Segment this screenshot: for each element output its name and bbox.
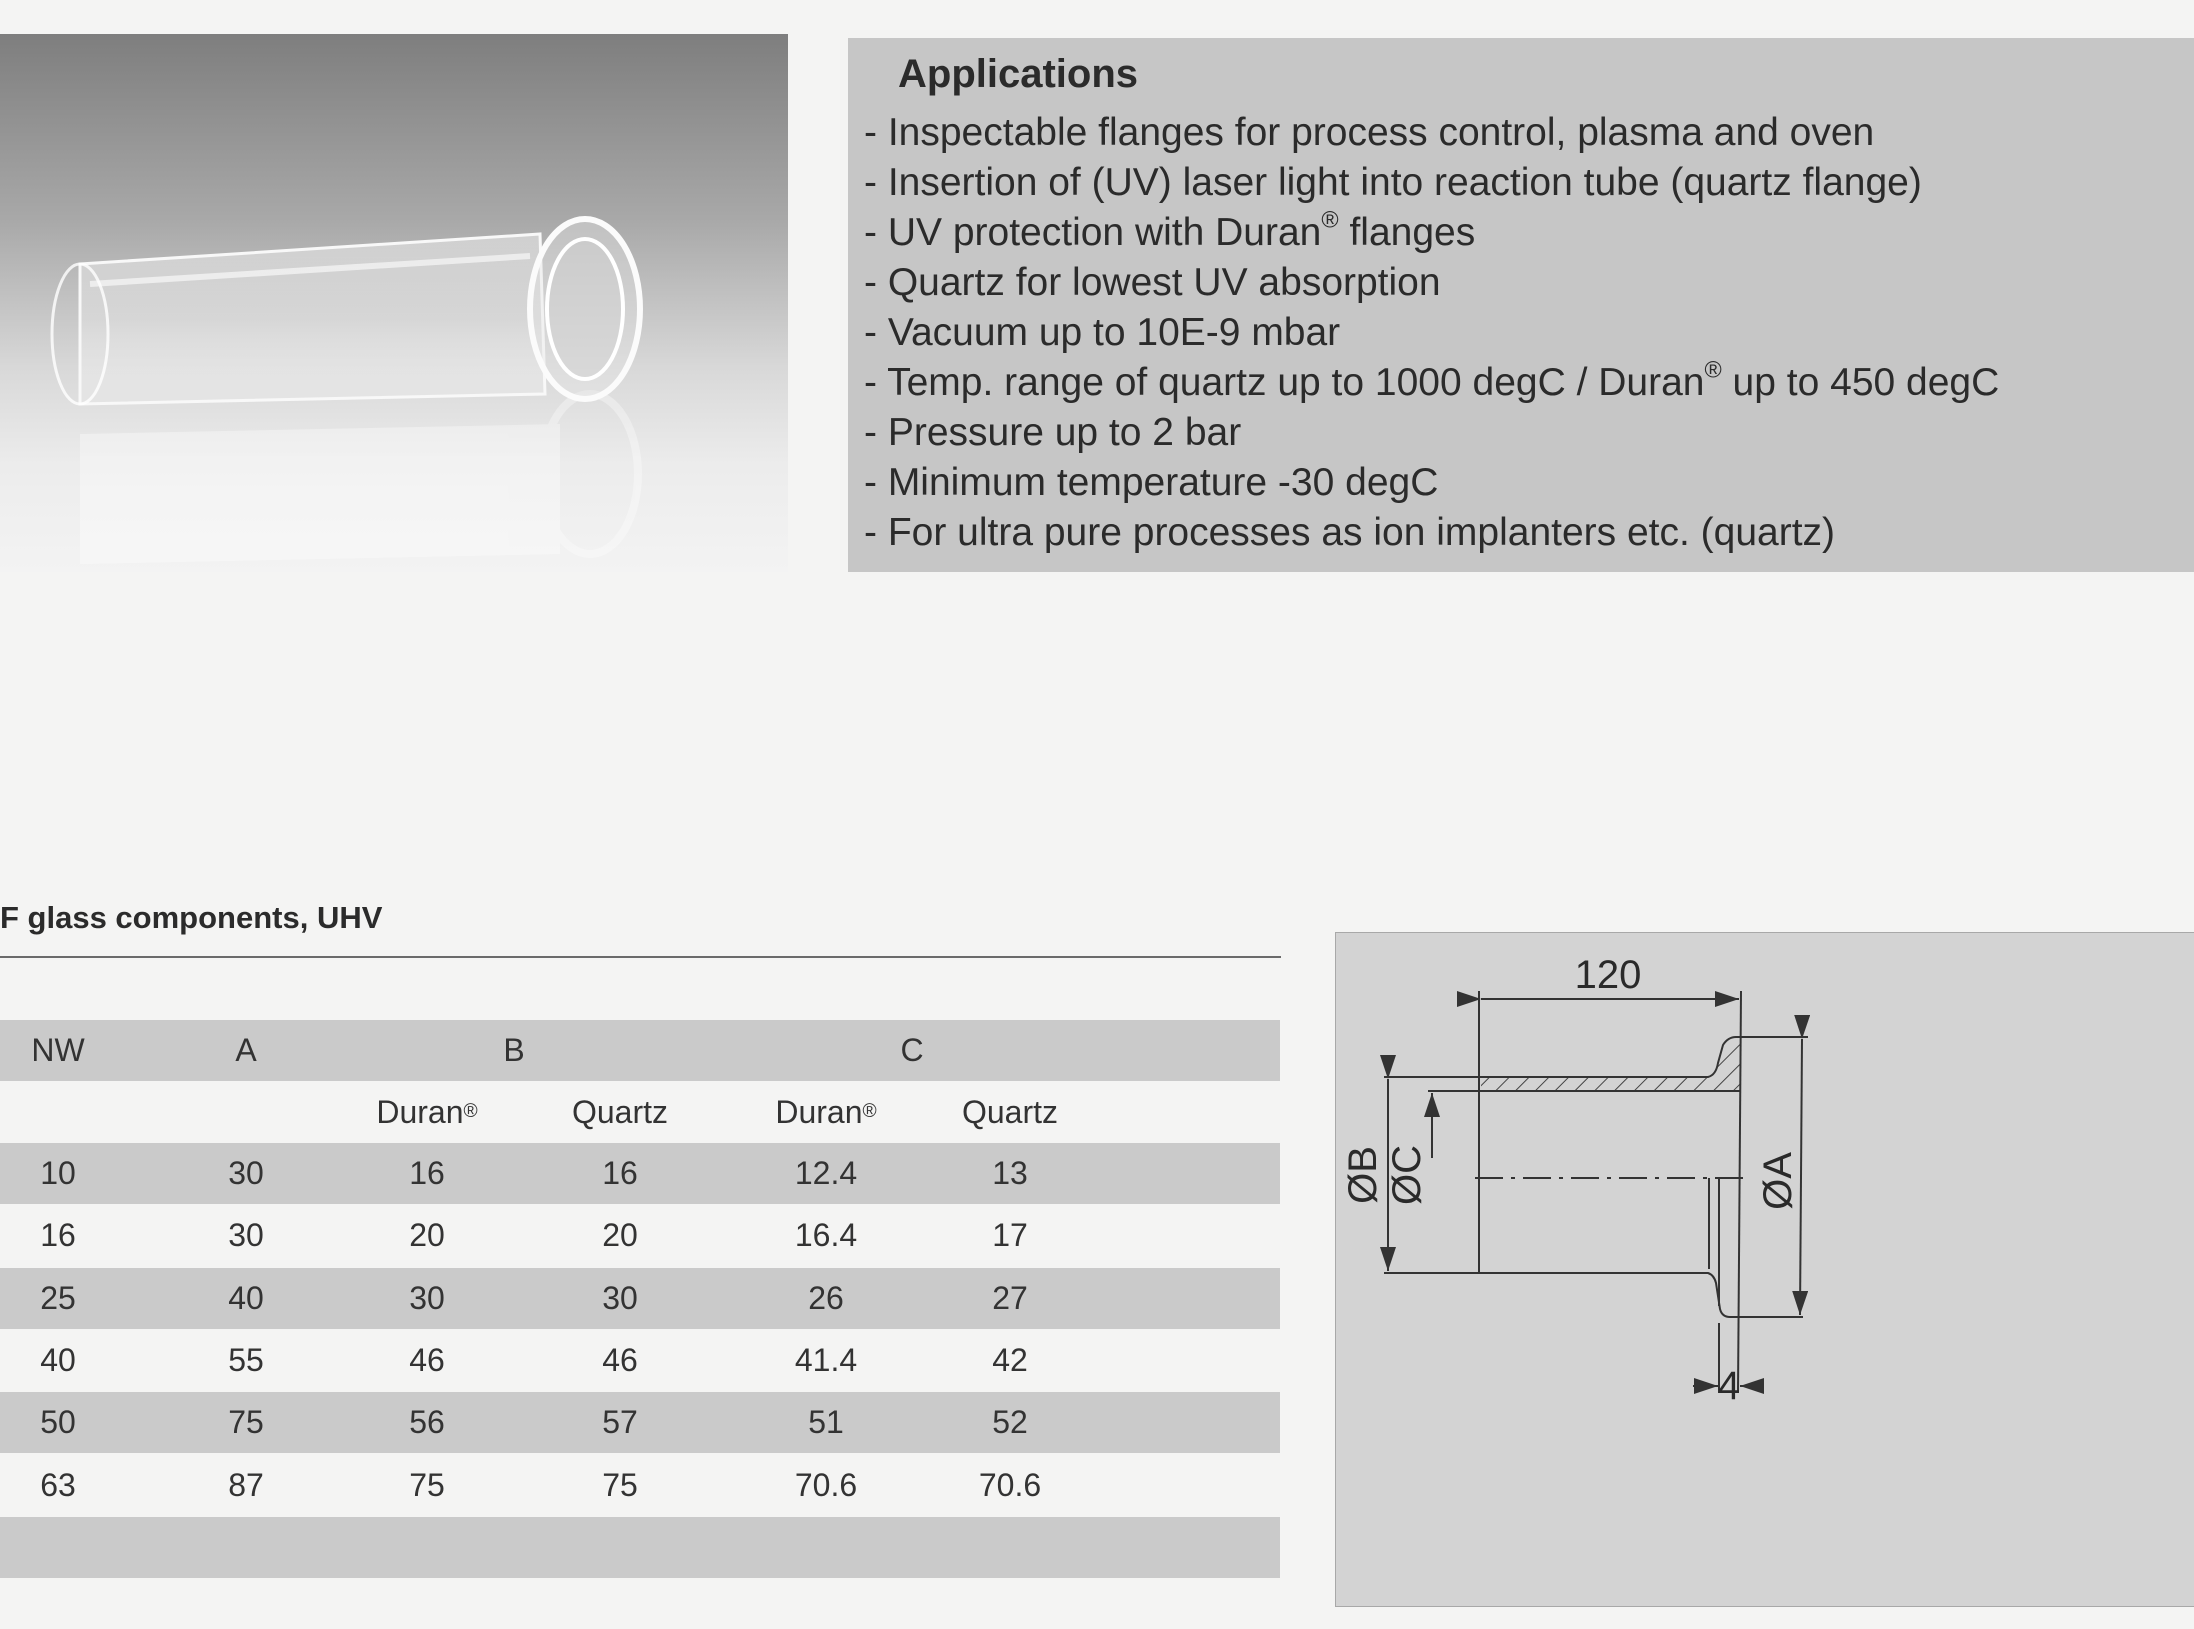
cell-nw: 63	[40, 1466, 76, 1503]
header-a: A	[235, 1032, 257, 1068]
cell-b-quartz: 20	[602, 1217, 638, 1254]
cell-c-duran: 70.6	[794, 1466, 858, 1503]
table-title: F glass components, UHV	[0, 900, 383, 935]
application-item	[864, 358, 1999, 408]
application-item	[864, 258, 1999, 308]
table-header-row	[0, 1020, 1280, 1081]
table-subheader-row	[0, 1081, 1280, 1143]
cell-c-duran: 12.4	[794, 1155, 858, 1191]
cell-a: 30	[228, 1155, 264, 1191]
table-footer-row	[0, 1517, 1280, 1578]
application-text: - Minimum temperature -30 degC	[864, 461, 1439, 504]
cell-b-duran: 30	[409, 1279, 445, 1316]
subheader-label: Duran	[376, 1093, 464, 1130]
application-item	[864, 408, 1999, 458]
subheader-c-quartz: Quartz	[961, 1093, 1059, 1130]
application-item	[864, 458, 1999, 508]
outer-wall-bottom	[1384, 1273, 1803, 1317]
header-nw: NW	[31, 1032, 85, 1068]
applications-list	[864, 108, 1999, 558]
cell-c-quartz: 27	[992, 1279, 1028, 1316]
application-item	[864, 108, 1999, 158]
application-item	[864, 158, 1999, 208]
dia-a-dimension-line	[1800, 1039, 1802, 1315]
cell-a: 87	[228, 1466, 264, 1503]
glass-tube-image	[0, 34, 788, 572]
dia-c-label: ØC	[1385, 1145, 1429, 1205]
table-row	[0, 1455, 1280, 1516]
table-row	[0, 1392, 1280, 1453]
header-b: B	[503, 1032, 525, 1068]
cell-b-duran: 20	[409, 1217, 445, 1254]
subheader-label: Duran	[775, 1093, 863, 1130]
cell-c-duran: 16.4	[794, 1217, 858, 1254]
cell-c-quartz: 42	[992, 1341, 1028, 1378]
cell-c-quartz: 17	[992, 1217, 1028, 1254]
application-text: - Temp. range of quartz up to 1000 degC / Duran	[864, 361, 1705, 404]
cell-c-duran: 41.4	[794, 1341, 858, 1378]
table-row	[0, 1143, 1280, 1204]
application-item	[864, 208, 1999, 258]
application-item	[864, 308, 1999, 358]
cell-c-duran: 26	[808, 1279, 844, 1316]
application-text: - Inspectable flanges for process control, plasma and oven	[864, 111, 1875, 154]
application-text: flanges	[1338, 211, 1476, 254]
application-text: - Vacuum up to 10E-9 mbar	[864, 311, 1341, 354]
application-text: - Quartz for lowest UV absorption	[864, 261, 1441, 304]
thickness-label: 4	[1717, 1364, 1741, 1408]
cell-c-quartz: 52	[992, 1404, 1028, 1441]
tube-wall-section	[1481, 1037, 1741, 1091]
cell-a: 55	[228, 1341, 264, 1378]
cell-c-quartz: 70.6	[978, 1466, 1042, 1503]
cell-b-quartz: 16	[602, 1155, 638, 1191]
cell-b-duran: 46	[409, 1341, 445, 1378]
product-photo-glass-flange-tube	[0, 34, 788, 572]
cell-a: 30	[228, 1217, 264, 1254]
cell-b-duran: 16	[409, 1155, 445, 1191]
cell-nw: 10	[40, 1155, 76, 1191]
cell-b-quartz: 57	[602, 1404, 638, 1441]
application-text: - UV protection with Duran	[864, 211, 1322, 254]
cell-a: 75	[228, 1404, 264, 1441]
table-row	[0, 1205, 1280, 1266]
cell-b-quartz: 30	[602, 1279, 638, 1316]
application-text: - For ultra pure processes as ion implanters etc. (quartz)	[864, 511, 1836, 554]
applications-title: Applications	[898, 52, 1139, 96]
applications-panel	[848, 38, 2194, 572]
cell-b-quartz: 75	[602, 1466, 638, 1503]
application-item	[864, 508, 1999, 558]
registered-mark: ®	[1321, 206, 1339, 233]
dia-a-label: ØA	[1756, 1152, 1800, 1210]
subheader-c-duran: Duran ®	[775, 1093, 877, 1130]
subheader-b-duran: Duran ®	[376, 1093, 478, 1130]
registered-mark: ®	[1704, 356, 1722, 383]
cell-nw: 25	[40, 1279, 76, 1316]
cell-b-duran: 56	[409, 1404, 445, 1441]
header-c: C	[900, 1032, 924, 1068]
table-row	[0, 1268, 1280, 1329]
application-text: up to 450 degC	[1721, 361, 2000, 404]
flange-technical-drawing	[1335, 932, 2194, 1607]
outer-wall-top	[1384, 1037, 1808, 1077]
cell-nw: 40	[40, 1341, 76, 1378]
dia-b-label: ØB	[1341, 1146, 1385, 1204]
cell-nw: 50	[40, 1404, 76, 1441]
application-text: - Insertion of (UV) laser light into reaction tube (quartz flange)	[864, 161, 1922, 204]
cell-c-quartz: 13	[992, 1155, 1028, 1191]
table-row	[0, 1330, 1280, 1391]
cell-b-quartz: 46	[602, 1341, 638, 1378]
application-text: - Pressure up to 2 bar	[864, 411, 1242, 454]
subheader-b-quartz: Quartz	[571, 1093, 669, 1130]
cell-c-duran: 51	[808, 1404, 844, 1441]
table-title-divider	[0, 956, 1281, 958]
drawing-svg	[1336, 933, 2194, 1606]
cell-nw: 16	[40, 1217, 76, 1254]
cell-b-duran: 75	[409, 1466, 445, 1503]
cell-a: 40	[228, 1279, 264, 1316]
length-label: 120	[1574, 953, 1642, 997]
